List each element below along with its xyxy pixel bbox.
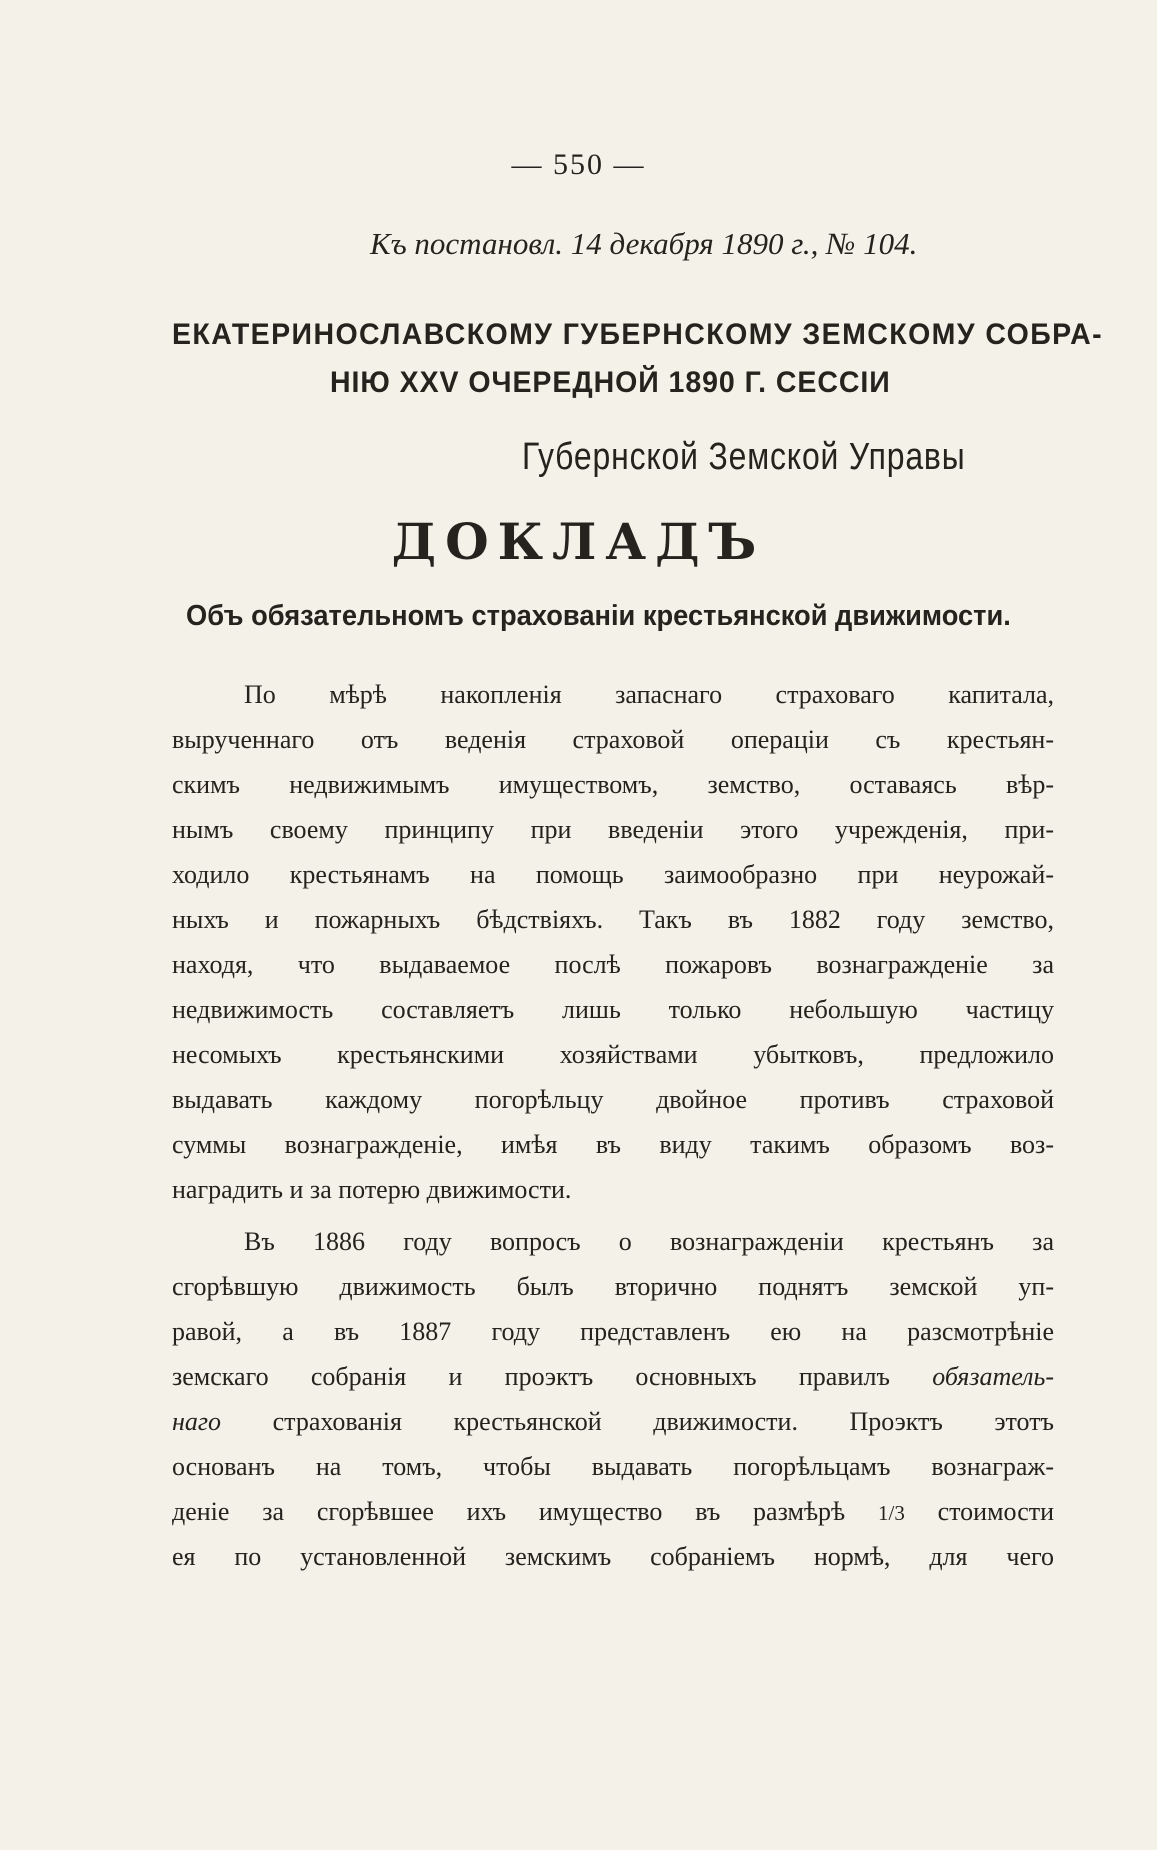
body-text-segment: страхованія крестьянской движимости. Проэктъ этотъ (272, 1407, 1054, 1436)
body-line (172, 1400, 1054, 1444)
body-text-segment: деніе за сгорѣвшее ихъ имущество въ размѣрѣ (172, 1497, 846, 1526)
body-line: недвижимость составляетъ лишь только небольшую частицу (172, 995, 1054, 1024)
addressee-line-2: НІЮ XXV ОЧЕРЕДНОЙ 1890 Г. СЕССІИ (330, 366, 891, 399)
body-line: скимъ недвижимымъ имуществомъ, земство, оставаясь вѣр- (172, 770, 1054, 799)
body-text-segment: стоимости (937, 1497, 1054, 1526)
subject-heading: Объ обязательномъ страхованіи крестьянской движимости. (186, 600, 1011, 632)
fraction: 1/3 (877, 1501, 905, 1525)
page-number: — 550 — (511, 148, 646, 181)
body-line: суммы вознагражденіе, имѣя въ виду такимъ образомъ воз- (172, 1130, 1054, 1159)
body-line: выдавать каждому погорѣльцу двойное противъ страховой (172, 1085, 1054, 1114)
document-type-title: ДОКЛАДЪ (391, 512, 766, 571)
body-line: Въ 1886 году вопросъ о вознагражденіи крестьянъ за (244, 1227, 1054, 1256)
body-line: основанъ на томъ, чтобы выдавать погорѣльцамъ вознаграж- (172, 1452, 1054, 1481)
body-line: ея по установленной земскимъ собраніемъ нормѣ, для чего (172, 1542, 1054, 1571)
body-line: нымъ своему принципу при введеніи этого учрежденія, при- (172, 815, 1054, 844)
issuer-title: Губернской Земской Управы (522, 436, 966, 478)
italic-word: наго (172, 1407, 222, 1436)
body-line: равой, а въ 1887 году представленъ ею на разсмотрѣніе (172, 1317, 1054, 1346)
body-line (172, 1355, 1054, 1399)
body-line: сгорѣвшую движимость былъ вторично поднятъ земской уп- (172, 1272, 1054, 1301)
reference-note: Къ постановл. 14 декабря 1890 г., № 104. (370, 226, 918, 261)
body-line: находя, что выдаваемое послѣ пожаровъ вознагражденіе за (172, 950, 1054, 979)
body-line (172, 1490, 1054, 1534)
addressee-line-1: ЕКАТЕРИНОСЛАВСКОМУ ГУБЕРНСКОМУ ЗЕМСКОМУ СОБРА- (172, 318, 1104, 351)
body-line: ныхъ и пожарныхъ бѣдствіяхъ. Такъ въ 1882 году земство, (172, 905, 1054, 934)
body-line: наградить и за потерю движимости. (172, 1175, 572, 1204)
body-text-segment: земскаго собранія и проэктъ основныхъ правилъ (172, 1362, 890, 1391)
body-line: По мѣрѣ накопленія запаснаго страховаго капитала, (244, 680, 1054, 709)
body-line: несомыхъ крестьянскими хозяйствами убытковъ, предложило (172, 1040, 1054, 1069)
body-line: ходило крестьянамъ на помощь заимообразно при неурожай- (172, 860, 1054, 889)
italic-word: обязатель- (932, 1362, 1054, 1391)
body-line: вырученнаго отъ веденія страховой операціи съ крестьян- (172, 725, 1054, 754)
